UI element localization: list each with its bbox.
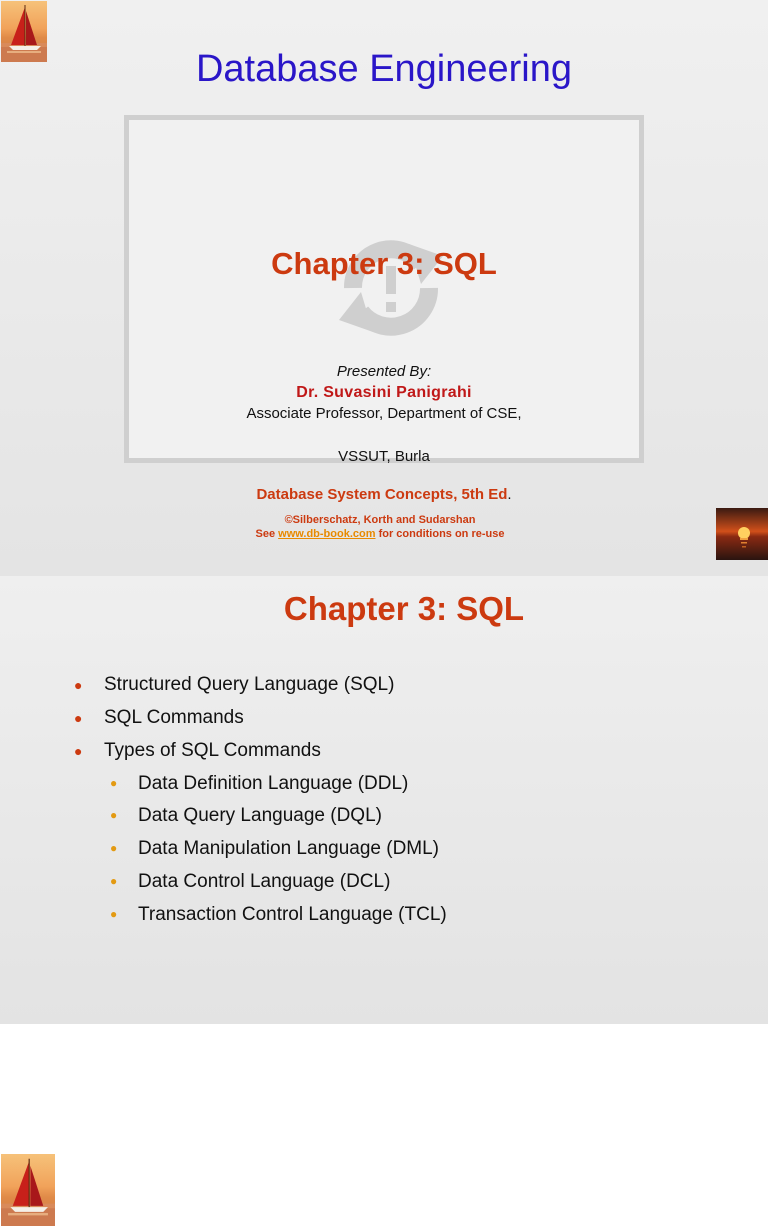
see-prefix: See	[255, 528, 276, 540]
bullet-dot-icon: ●	[110, 776, 118, 790]
slide-outline	[0, 576, 768, 1024]
see-line	[230, 527, 530, 541]
list-item: ● SQL Commands	[74, 707, 244, 728]
bullet-dot-icon: ●	[74, 677, 83, 693]
book-credit	[0, 486, 768, 503]
book-title: Database System Concepts, 5th Ed	[256, 486, 508, 503]
slide-title	[0, 0, 768, 576]
sunset-icon	[716, 508, 768, 560]
copyright-notice	[230, 513, 530, 541]
sub-list-item: ● Transaction Control Language (TCL)	[110, 904, 447, 925]
list-item: ● Structured Query Language (SQL)	[74, 674, 395, 695]
presenter-location: VSSUT, Burla	[338, 448, 430, 465]
list-item: ● Types of SQL Commands	[74, 740, 321, 761]
presenter-name: Dr. Suvasini Panigrahi	[296, 384, 472, 401]
chapter-title: Chapter 3: SQL	[271, 246, 497, 281]
bullet-dot-icon: ●	[74, 710, 83, 726]
sub-list-item: ● Data Control Language (DCL)	[110, 871, 391, 892]
bullet-dot-icon: ●	[110, 841, 118, 855]
sub-list-item: ● Data Query Language (DQL)	[110, 805, 382, 826]
presented-by-label: Presented By:	[336, 363, 432, 380]
course-title: Database Engineering	[195, 48, 573, 90]
title-panel	[124, 115, 644, 463]
sub-list-item: ● Data Manipulation Language (DML)	[110, 838, 440, 859]
bullet-dot-icon: ●	[74, 743, 83, 759]
bullet-dot-icon: ●	[110, 907, 118, 921]
see-suffix: for conditions on re-use	[378, 528, 505, 540]
bullet-dot-icon: ●	[110, 808, 118, 822]
sync-refresh-icon	[325, 222, 457, 354]
slide-title: Chapter 3: SQL	[283, 590, 525, 627]
db-book-link[interactable]: www.db-book.com	[278, 528, 376, 540]
sailboat-logo-icon	[1, 1154, 55, 1226]
copyright-line: ©Silberschatz, Korth and Sudarshan	[284, 514, 476, 526]
book-title-period: .	[507, 486, 512, 503]
presenter-affiliation: Associate Professor, Department of CSE,	[246, 405, 522, 422]
sub-list-item: ● Data Definition Language (DDL)	[110, 773, 409, 794]
bullet-dot-icon: ●	[110, 874, 118, 888]
